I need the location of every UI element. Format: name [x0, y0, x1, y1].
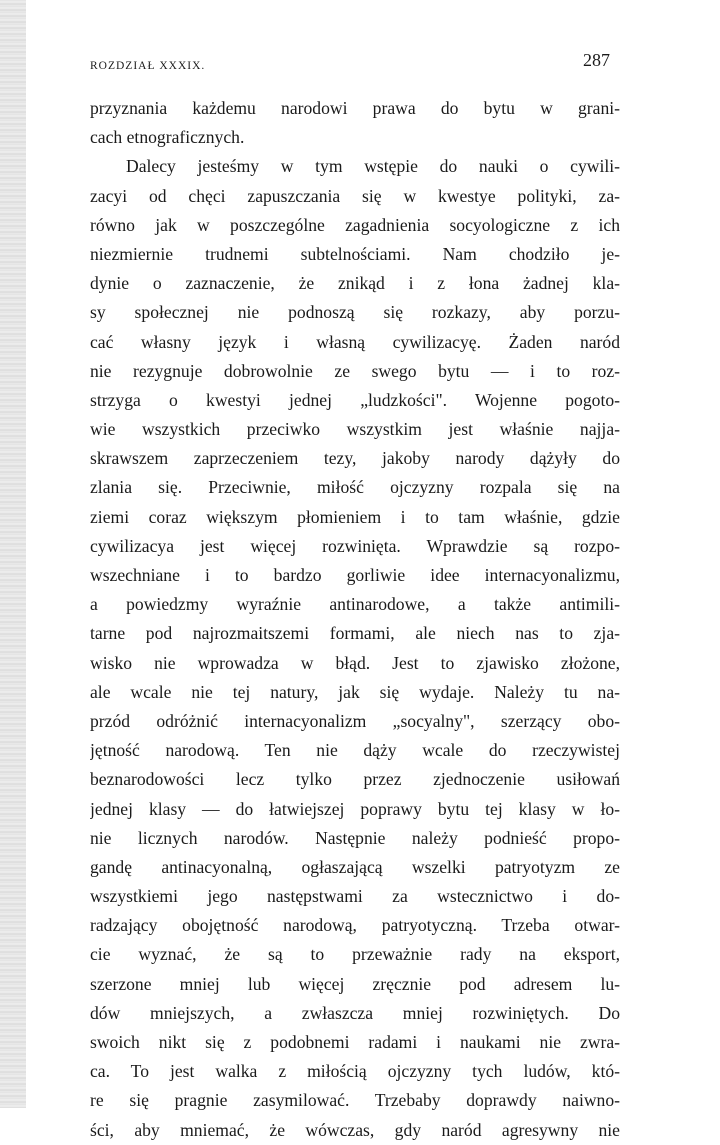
- text-line: zlania się. Przeciwnie, miłość ojczyzny rozpala się na: [90, 477, 620, 498]
- text-line: re się pragnie zasymilować. Trzebaby doprawdy naiwno-: [90, 1090, 620, 1111]
- text-line: równo jak w poszczególne zagadnienia socyologiczne z ich: [90, 214, 620, 235]
- text-line: przyznania każdemu narodowi prawa do bytu w grani-: [90, 98, 620, 118]
- text-line: zacyi od chęci zapuszczania się w kwestye polityki, za-: [90, 185, 620, 206]
- text-line: ca. To jest walka z miłością ojczyzny tych ludów, któ-: [90, 1061, 620, 1082]
- text-line: jednej klasy — do łatwiejszej poprawy bytu tej klasy w ło-: [90, 798, 620, 819]
- text-line: gandę antinacyonalną, ogłaszającą wszelki patryotyzm ze: [90, 856, 620, 877]
- text-line: beznarodowości lecz tylko przez zjednoczenie usiłowań: [90, 769, 620, 790]
- text-line: swoich nikt się z podobnemi radami i naukami nie zwra-: [90, 1032, 620, 1052]
- text-line: jętność narodową. Ten nie dąży wcale do rzeczywistej: [90, 740, 620, 761]
- text-line: wszystkiemi jego następstwami za wstecznictwo i do-: [90, 886, 620, 907]
- text-line: dów mniejszych, a zwłaszcza mniej rozwiniętych. Do: [90, 1002, 620, 1023]
- running-head: ROZDZIAŁ XXXIX.: [90, 60, 206, 72]
- text-line: radzający obojętność narodową, patryotyczną. Trzeba otwar-: [90, 915, 620, 936]
- text-line: ści, aby mniemać, że wówczas, gdy naród agresywny nie: [90, 1119, 620, 1140]
- page-header: [90, 50, 610, 76]
- text-line: nie rezygnuje dobrowolnie ze swego bytu — i to roz-: [90, 360, 620, 381]
- text-line: a powiedzmy wyraźnie antinarodowe, a także antimili-: [90, 594, 620, 615]
- text-line: cach etnograficznych.: [90, 127, 245, 148]
- text-line: Dalecy jesteśmy w tym wstępie do nauki o cywili-: [126, 156, 620, 177]
- body-text: [90, 94, 620, 1145]
- text-line: ale wcale nie tej natury, jak się wydaje. Należy tu na-: [90, 681, 620, 702]
- text-line: cać własny język i własną cywilizacyę. Żaden naród: [90, 331, 620, 352]
- text-line: strzyga o kwestyi jednej „ludzkości". Wojenne pogoto-: [90, 389, 620, 410]
- text-line: cie wyznać, że są to przeważnie rady na eksport,: [90, 944, 620, 965]
- text-line: wszechniane i to bardzo gorliwie idee internacyonalizmu,: [90, 565, 620, 585]
- text-line: dynie o zaznaczenie, że znikąd i z łona żadnej kla-: [90, 273, 620, 294]
- text-line: przód odróżnić internacyonalizm „socyalny", szerzący obo-: [90, 710, 620, 731]
- text-line: szerzone mniej lub więcej zręcznie pod adresem lu-: [90, 973, 620, 994]
- text-line: niezmiernie trudnemi subtelnościami. Nam chodziło je-: [90, 243, 620, 264]
- text-line: wisko nie wprowadza w błąd. Jest to zjawisko złożone,: [90, 652, 620, 673]
- text-line: skrawszem zaprzeczeniem tezy, jakoby narody dążyły do: [90, 448, 620, 469]
- page-number: 287: [583, 50, 610, 70]
- text-line: cywilizacya jest więcej rozwinięta. Wprawdzie są rozpo-: [90, 535, 620, 556]
- page-spine-edge: [0, 0, 26, 1108]
- text-line: sy społecznej nie podnoszą się rozkazy, aby porzu-: [90, 302, 620, 323]
- text-line: wie wszystkich przeciwko wszystkim jest właśnie najja-: [90, 419, 620, 440]
- text-line: nie licznych narodów. Następnie należy podnieść propo-: [90, 827, 620, 848]
- text-line: ziemi coraz większym płomieniem i to tam właśnie, gdzie: [90, 506, 620, 527]
- text-line: tarne pod najrozmaitszemi formami, ale niech nas to zja-: [90, 623, 620, 644]
